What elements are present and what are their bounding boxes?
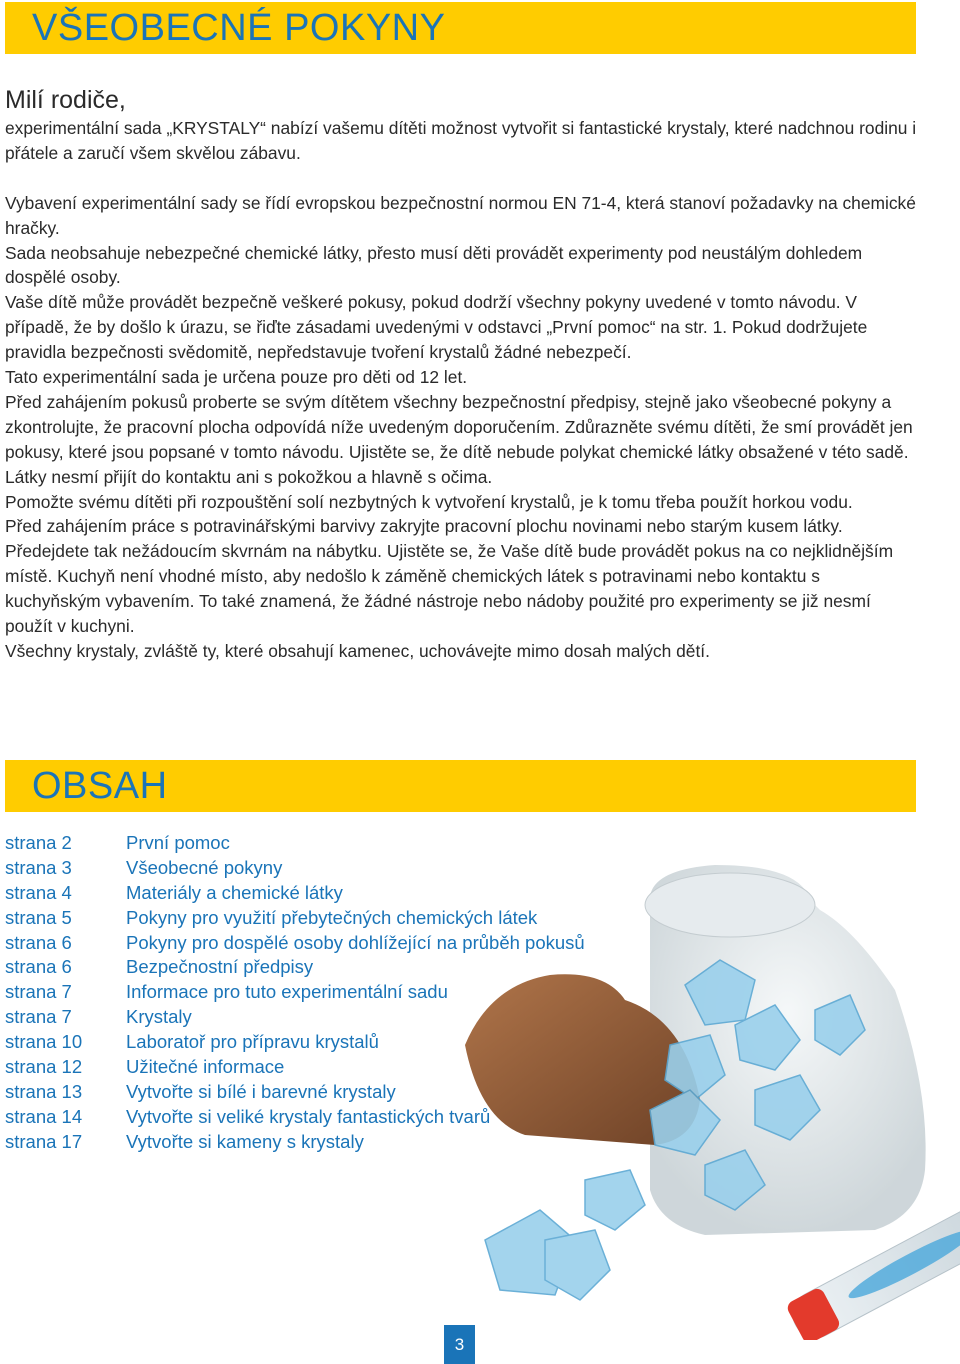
page-number: 3 bbox=[444, 1325, 475, 1364]
paragraph: Vaše dítě může provádět bezpečně veškeré pokusy, pokud dodrží všechny pokyny uvedené v tomto návodu. V případě, že by došlo k úrazu, se řiďte zásadami uvedenými v odstavci „První pomoc“ na str. 1. Pokud dodržujete pravidla bezpečnosti svědomitě, nepředstavuje tvoření krystalů žádné nebezpečí. bbox=[5, 292, 868, 363]
toc-title: Laboratoř pro přípravu krystalů bbox=[126, 1031, 379, 1053]
paragraph-gap bbox=[5, 166, 917, 191]
toc-row[interactable] bbox=[5, 955, 645, 980]
toc-row[interactable] bbox=[5, 881, 645, 906]
toc-title: Krystaly bbox=[126, 1006, 192, 1028]
toc-page: strana 2 bbox=[5, 832, 72, 853]
toc-title: Vytvořte si bílé i barevné krystaly bbox=[126, 1080, 396, 1102]
toc-page: strana 13 bbox=[5, 1080, 83, 1102]
toc-page: strana 3 bbox=[5, 856, 72, 878]
toc-row[interactable] bbox=[5, 1005, 645, 1030]
instructions-text bbox=[5, 116, 917, 664]
paragraph: Vybavení experimentální sady se řídí evropskou bezpečnostní normou EN 71-4, která stanoví požadavky na chemické hračky. bbox=[5, 192, 916, 238]
table-of-contents bbox=[5, 831, 645, 1155]
toc-title: Informace pro tuto experimentální sadu bbox=[126, 981, 448, 1003]
toc-title: Všeobecné pokyny bbox=[126, 856, 283, 878]
toc-row[interactable] bbox=[5, 856, 645, 881]
toc-page: strana 6 bbox=[5, 931, 72, 953]
contents-title: OBSAH bbox=[32, 765, 168, 807]
toc-row[interactable] bbox=[5, 831, 645, 856]
section-banner-general bbox=[5, 2, 916, 54]
toc-row[interactable] bbox=[5, 980, 645, 1005]
paragraph: experimentální sada „KRYSTALY“ nabízí vašemu dítěti možnost vytvořit si fantastické krystaly, které nadchnou rodinu i přátele a zaručí všem skvělou zábavu. bbox=[5, 118, 917, 163]
toc-row[interactable] bbox=[5, 1080, 645, 1105]
toc-row[interactable] bbox=[5, 1105, 645, 1130]
toc-page: strana 14 bbox=[5, 1105, 83, 1127]
section-banner-contents bbox=[5, 760, 916, 812]
toc-title: Pokyny pro dospělé osoby dohlížející na průběh pokusů bbox=[126, 931, 585, 953]
paragraph: Před zahájením práce s potravinářskými barvivy zakryjte pracovní plochu novinami nebo starým kusem látky. Předejdete tak nežádoucím skvrnám na nábytku. Ujistěte se, že Vaše dítě bude provádět pokus na co nejklidnějším místě. Kuchyň není vhodné místo, aby nedošlo k záměně chemických látek s potravinami nebo kontaktu s kuchyňským vybavením. To také znamená, že žádné nástroje nebo nádoby použité pro experimenty se již nesmí použít v kuchyni. bbox=[5, 516, 894, 637]
toc-title: Pokyny pro využití přebytečných chemických látek bbox=[126, 906, 538, 928]
paragraph: Tato experimentální sada je určena pouze pro děti od 12 let. bbox=[5, 367, 468, 388]
toc-row[interactable] bbox=[5, 931, 645, 956]
toc-row[interactable] bbox=[5, 1030, 645, 1055]
toc-title: První pomoc bbox=[126, 832, 230, 853]
toc-title: Vytvořte si veliké krystaly fantastických tvarů bbox=[126, 1105, 491, 1127]
toc-row[interactable] bbox=[5, 906, 645, 931]
paragraph: Všechny krystaly, zvláště ty, které obsahují kamenec, uchovávejte mimo dosah malých dětí. bbox=[5, 641, 710, 662]
toc-page: strana 7 bbox=[5, 1006, 72, 1028]
toc-page: strana 4 bbox=[5, 881, 72, 903]
toc-page: strana 5 bbox=[5, 906, 72, 928]
paragraph: Před zahájením pokusů proberte se svým dítětem všechny bezpečnostní předpisy, stejně jako všeobecné pokyny a zkontrolujte, že pracovní plocha odpovídá níže uvedeným doporučením. Zdůrazněte svému dítěti, že smí provádět jen pokusy, které jsou popsané v tomto návodu. Ujistěte se, že dítě nebude polykat chemické látky obsažené v této sadě. Látky nesmí přijít do kontaktu ani s pokožkou a hlavně s očima. bbox=[5, 391, 913, 487]
toc-page: strana 10 bbox=[5, 1031, 83, 1053]
toc-page: strana 12 bbox=[5, 1056, 83, 1078]
greeting: Milí rodiče, bbox=[5, 86, 126, 114]
paragraph: Pomožte svému dítěti při rozpouštění solí nezbytných k vytvoření krystalů, je k tomu třeba použít horkou vodu. bbox=[5, 491, 853, 512]
toc-page: strana 17 bbox=[5, 1130, 83, 1152]
page-title: VŠEOBECNÉ POKYNY bbox=[32, 7, 446, 49]
toc-row[interactable] bbox=[5, 1055, 645, 1080]
toc-page: strana 7 bbox=[5, 981, 72, 1003]
paragraph: Sada neobsahuje nebezpečné chemické látky, přesto musí děti provádět experimenty pod neustálým dohledem dospělé osoby. bbox=[5, 242, 863, 288]
toc-row[interactable] bbox=[5, 1130, 645, 1155]
toc-title: Užitečné informace bbox=[126, 1056, 285, 1078]
toc-title: Materiály a chemické látky bbox=[126, 881, 343, 903]
toc-title: Bezpečnostní předpisy bbox=[126, 956, 314, 978]
toc-title: Vytvořte si kameny s krystaly bbox=[126, 1130, 364, 1152]
toc-page: strana 6 bbox=[5, 956, 72, 978]
